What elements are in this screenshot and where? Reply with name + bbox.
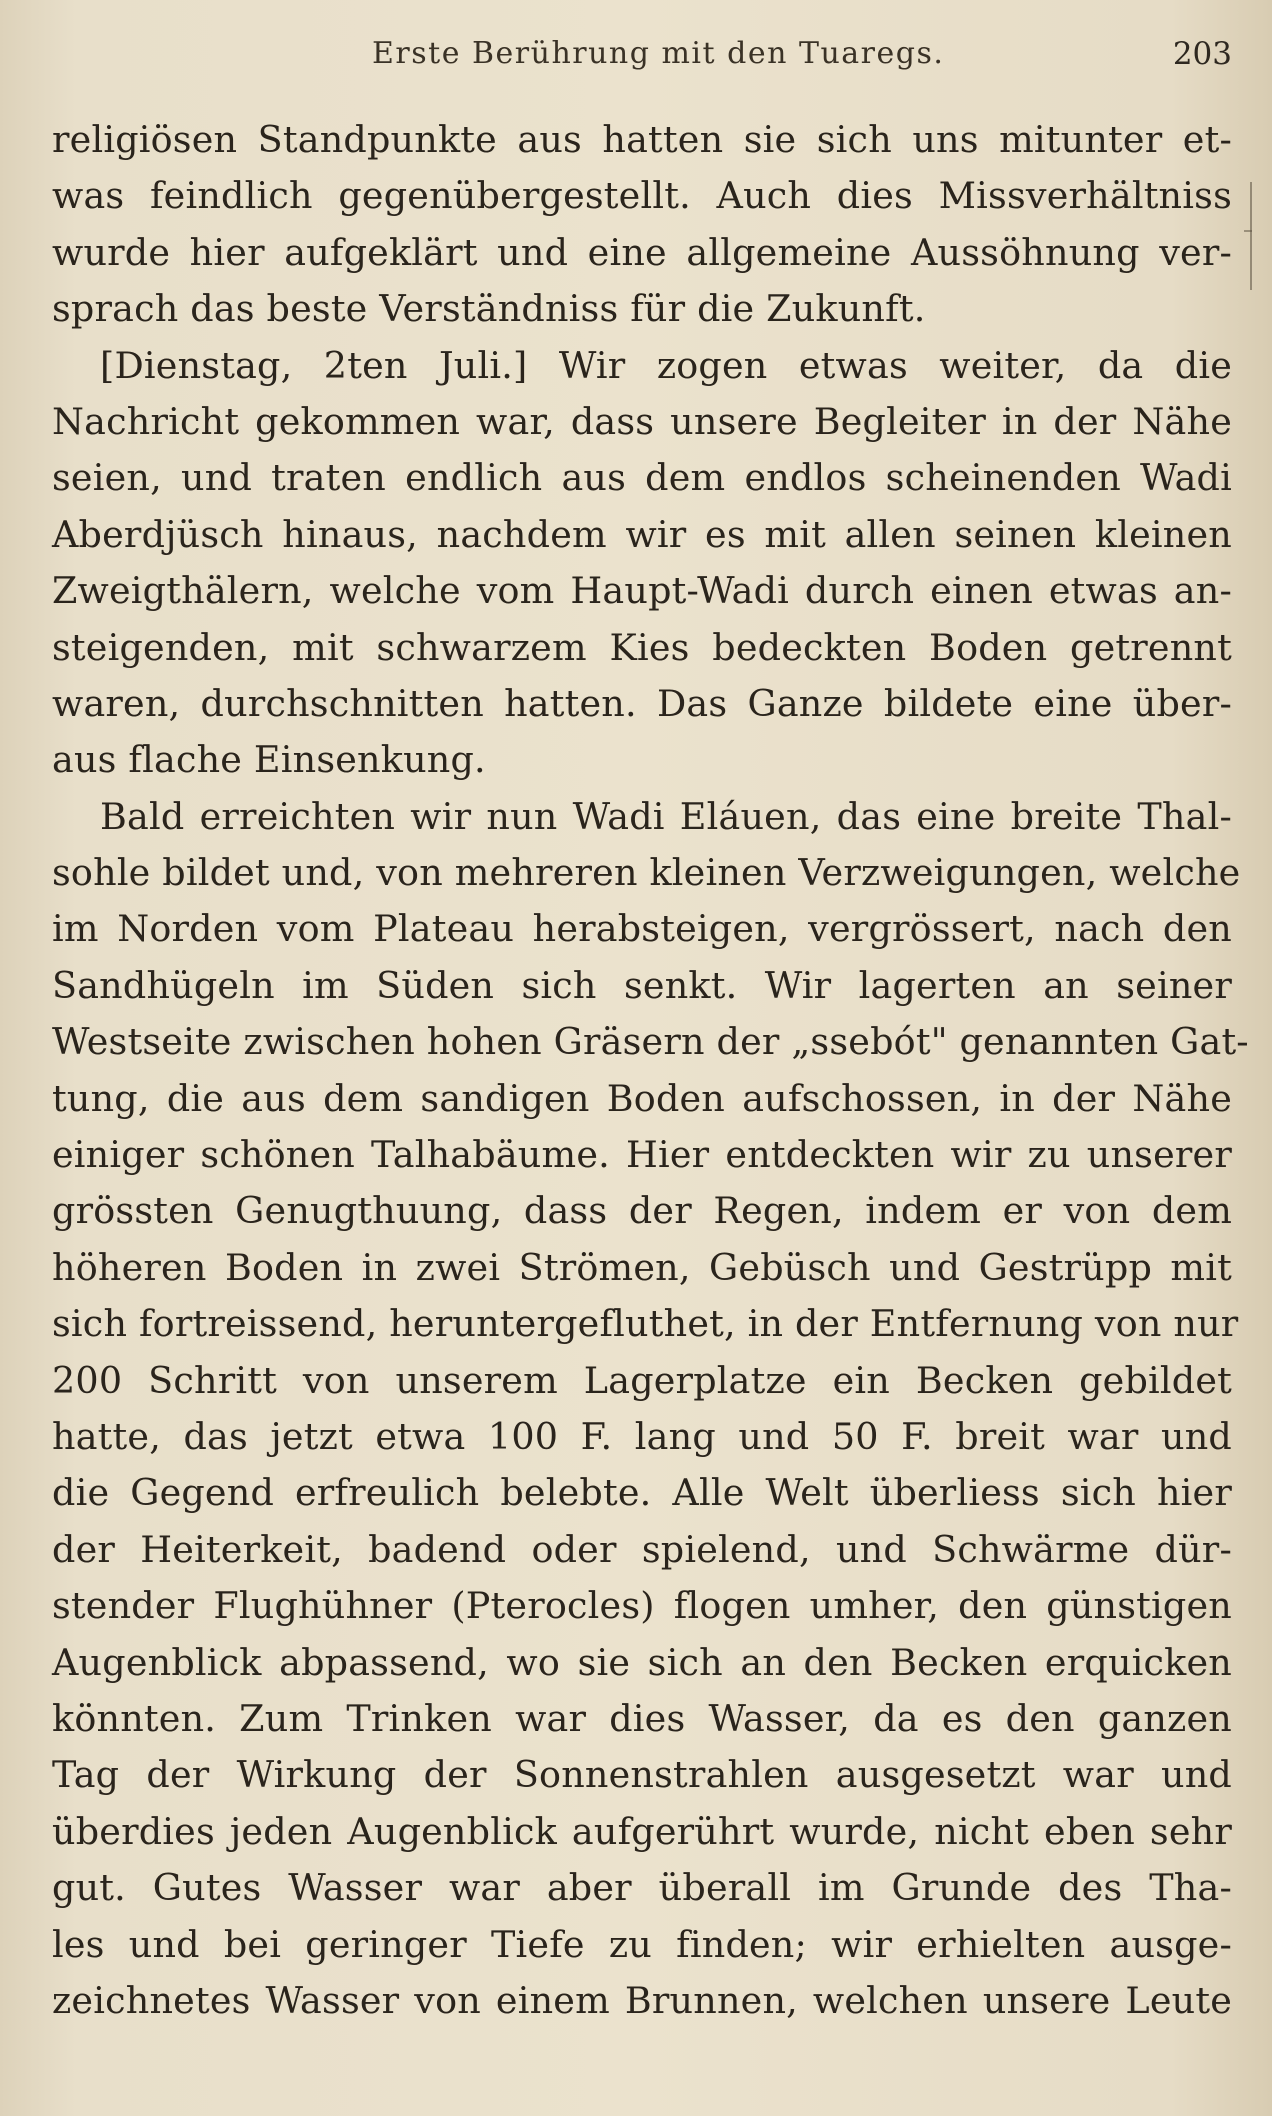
text-line: steigenden, mit schwarzem Kies bedeckten Boden getrennt: [52, 625, 1232, 669]
text-line: aus flache Einsenkung.: [52, 738, 486, 782]
text-line: im Norden vom Plateau herabsteigen, vergrössert, nach den: [52, 907, 1232, 951]
text-line: überdies jeden Augenblick aufgerührt wurde, nicht eben sehr: [52, 1809, 1232, 1853]
text-line: gut. Gutes Wasser war aber überall im Grunde des Tha-: [52, 1866, 1232, 1910]
text-line: der Heiterkeit, badend oder spielend, und Schwärme dür-: [52, 1527, 1232, 1571]
text-line: zeichnetes Wasser von einem Brunnen, welchen unsere Leute: [52, 1978, 1232, 2022]
text-line: könnten. Zum Trinken war dies Wasser, da es den ganzen: [52, 1696, 1232, 1740]
text-line: tung, die aus dem sandigen Boden aufschossen, in der Nähe: [52, 1076, 1232, 1120]
text-line: Zweigthälern, welche vom Haupt-Wadi durch einen etwas an-: [52, 569, 1232, 613]
margin-tick: [1244, 230, 1252, 232]
text-line: höheren Boden in zwei Strömen, Gebüsch und Gestrüpp mit: [52, 1245, 1232, 1289]
running-title: Erste Berührung mit den Tuaregs.: [372, 36, 945, 71]
body-text: [52, 112, 1249, 2029]
text-line: Nachricht gekommen war, dass unsere Begleiter in der Nähe: [52, 399, 1232, 443]
text-line: was feindlich gegenübergestellt. Auch dies Missverhältniss: [52, 174, 1232, 218]
text-line: sohle bildet und, von mehreren kleinen Verzweigungen, welche: [52, 851, 1241, 895]
text-line: Westseite zwischen hohen Gräsern der „ssebót" genannten Gat-: [52, 1020, 1249, 1064]
text-line: seien, und traten endlich aus dem endlos scheinenden Wadi: [52, 456, 1232, 500]
text-line: stender Flughühner (Pterocles) flogen umher, den günstigen: [52, 1584, 1232, 1628]
text-line: 200 Schritt von unserem Lagerplatze ein Becken gebildet: [52, 1358, 1232, 1402]
text-line: die Gegend erfreulich belebte. Alle Welt überliess sich hier: [52, 1471, 1232, 1515]
text-line: Sandhügeln im Süden sich senkt. Wir lagerten an seiner: [52, 963, 1232, 1007]
text-line: Bald erreichten wir nun Wadi Eláuen, das eine breite Thal-: [100, 794, 1232, 838]
text-line: [Dienstag, 2ten Juli.] Wir zogen etwas weiter, da die: [100, 343, 1232, 387]
running-head: [0, 36, 1272, 76]
text-line: sich fortreissend, heruntergefluthet, in der Entfernung von nur: [52, 1302, 1239, 1346]
text-line: waren, durchschnitten hatten. Das Ganze bildete eine über-: [52, 681, 1232, 725]
text-line: sprach das beste Verständniss für die Zukunft.: [52, 287, 926, 331]
text-line: Augenblick abpassend, wo sie sich an den Becken erquicken: [52, 1640, 1232, 1684]
page-number: 203: [1172, 36, 1232, 72]
text-line: wurde hier aufgeklärt und eine allgemeine Aussöhnung ver-: [52, 230, 1232, 274]
margin-mark: [1250, 182, 1252, 290]
text-line: Tag der Wirkung der Sonnenstrahlen ausgesetzt war und: [52, 1753, 1232, 1797]
text-line: Aberdjüsch hinaus, nachdem wir es mit allen seinen kleinen: [52, 512, 1232, 556]
text-line: hatte, das jetzt etwa 100 F. lang und 50 F. breit war und: [52, 1414, 1232, 1458]
text-line: religiösen Standpunkte aus hatten sie sich uns mitunter et-: [52, 118, 1232, 161]
text-line: einiger schönen Talhabäume. Hier entdeckten wir zu unserer: [52, 1133, 1232, 1177]
text-line: grössten Genugthuung, dass der Regen, indem er von dem: [52, 1189, 1232, 1233]
text-line: les und bei geringer Tiefe zu finden; wir erhielten ausge-: [52, 1922, 1232, 1966]
